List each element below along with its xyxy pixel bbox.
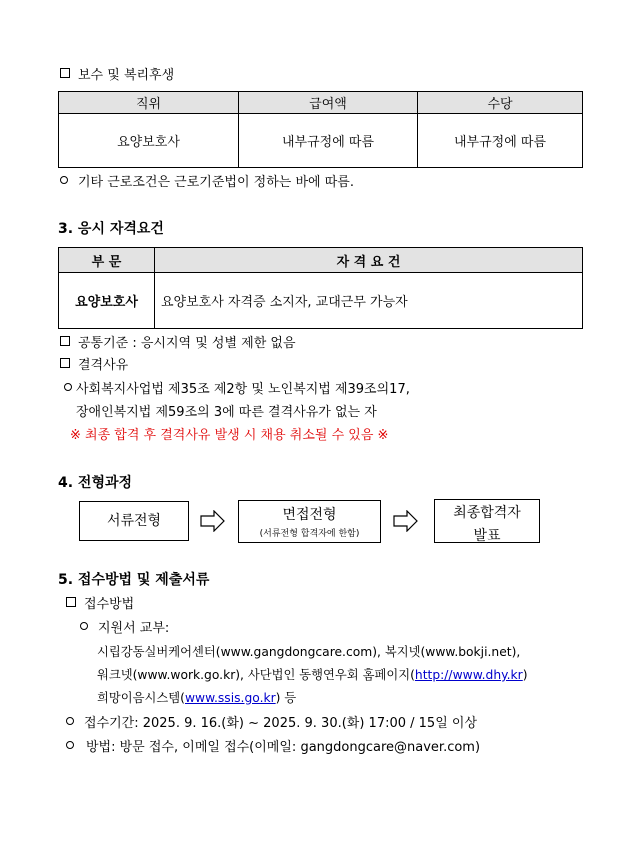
pay-heading: 보수 및 복리후생 <box>60 64 174 83</box>
ssis-link[interactable]: www.ssis.go.kr <box>184 691 276 705</box>
step-document-screening: 서류전형 <box>79 501 189 541</box>
pay-note: 기타 근로조건은 근로기준법이 정하는 바에 따름. <box>60 171 354 190</box>
qual-cell-requirement: 요양보호사 자격증 소지자, 교대근무 가능자 <box>155 273 583 329</box>
step-final-announcement <box>434 499 540 543</box>
step-final-line-2: 발표 <box>473 528 501 544</box>
application-form-item: 지원서 교부: <box>80 617 169 636</box>
sites-line-3: 희망이음시스템(www.ssis.go.kr) 등 <box>97 691 297 705</box>
sites-line-1: 시립강동실버케어센터(www.gangdongcare.com), 복지넷(www.bokji.net), <box>97 645 521 659</box>
square-bullet-icon <box>66 597 76 607</box>
square-bullet-icon <box>60 358 70 368</box>
circle-bullet-icon <box>64 383 72 391</box>
application-method: 방법: 방문 접수, 이메일 접수(이메일: gangdongcare@naver.com) <box>66 736 480 755</box>
qual-cell-division: 요양보호사 <box>59 273 155 329</box>
circle-bullet-icon <box>80 622 88 630</box>
section-3-title: 3. 응시 자격요건 <box>58 221 164 237</box>
circle-bullet-icon <box>60 176 68 184</box>
dhy-link[interactable]: http://www.dhy.kr <box>414 668 523 682</box>
step-interview <box>238 500 381 543</box>
disqualification-heading: 결격사유 <box>60 354 128 373</box>
pay-header-allowance: 수당 <box>418 92 583 114</box>
pay-header-position: 직위 <box>59 92 239 114</box>
square-bullet-icon <box>60 336 70 346</box>
square-bullet-icon <box>60 68 70 78</box>
step-interview-label: 면접전형 <box>282 507 337 523</box>
application-period: 접수기간: 2025. 9. 16.(화) ~ 2025. 9. 30.(화) 17:00 / 15일 이상 <box>66 712 477 731</box>
step-interview-note: (서류전형 합격자에 한함) <box>259 529 360 539</box>
right-arrow-icon <box>393 510 419 532</box>
disqualification-line-1: 사회복지사업법 제35조 제2항 및 노인복지법 제39조의17, <box>64 378 410 397</box>
cancellation-warning: ※ 최종 합격 후 결격사유 발생 시 채용 취소될 수 있음 ※ <box>70 428 389 443</box>
section-5-title: 5. 접수방법 및 제출서류 <box>58 572 210 588</box>
disqualification-line-2: 장애인복지법 제59조의 3에 따른 결격사유가 없는 자 <box>76 405 377 420</box>
step-final-line-1: 최종합격자 <box>453 505 521 521</box>
qualification-table <box>58 247 583 329</box>
pay-cell-salary: 내부규정에 따름 <box>239 114 418 168</box>
right-arrow-icon <box>200 510 226 532</box>
common-criteria: 공통기준 : 응시지역 및 성별 제한 없음 <box>60 332 296 351</box>
qual-header-division: 부 문 <box>59 248 155 273</box>
pay-table <box>58 91 583 168</box>
section-4-title: 4. 전형과정 <box>58 475 133 491</box>
sites-line-2: 워크넷(www.work.go.kr), 사단법인 동행연우회 홈페이지(http://www.dhy.kr) <box>97 668 528 682</box>
method-heading: 접수방법 <box>66 593 134 612</box>
circle-bullet-icon <box>66 717 74 725</box>
pay-header-salary: 급여액 <box>239 92 418 114</box>
qual-header-requirement: 자 격 요 건 <box>155 248 583 273</box>
circle-bullet-icon <box>66 741 74 749</box>
pay-cell-position: 요양보호사 <box>59 114 239 168</box>
pay-cell-allowance: 내부규정에 따름 <box>418 114 583 168</box>
